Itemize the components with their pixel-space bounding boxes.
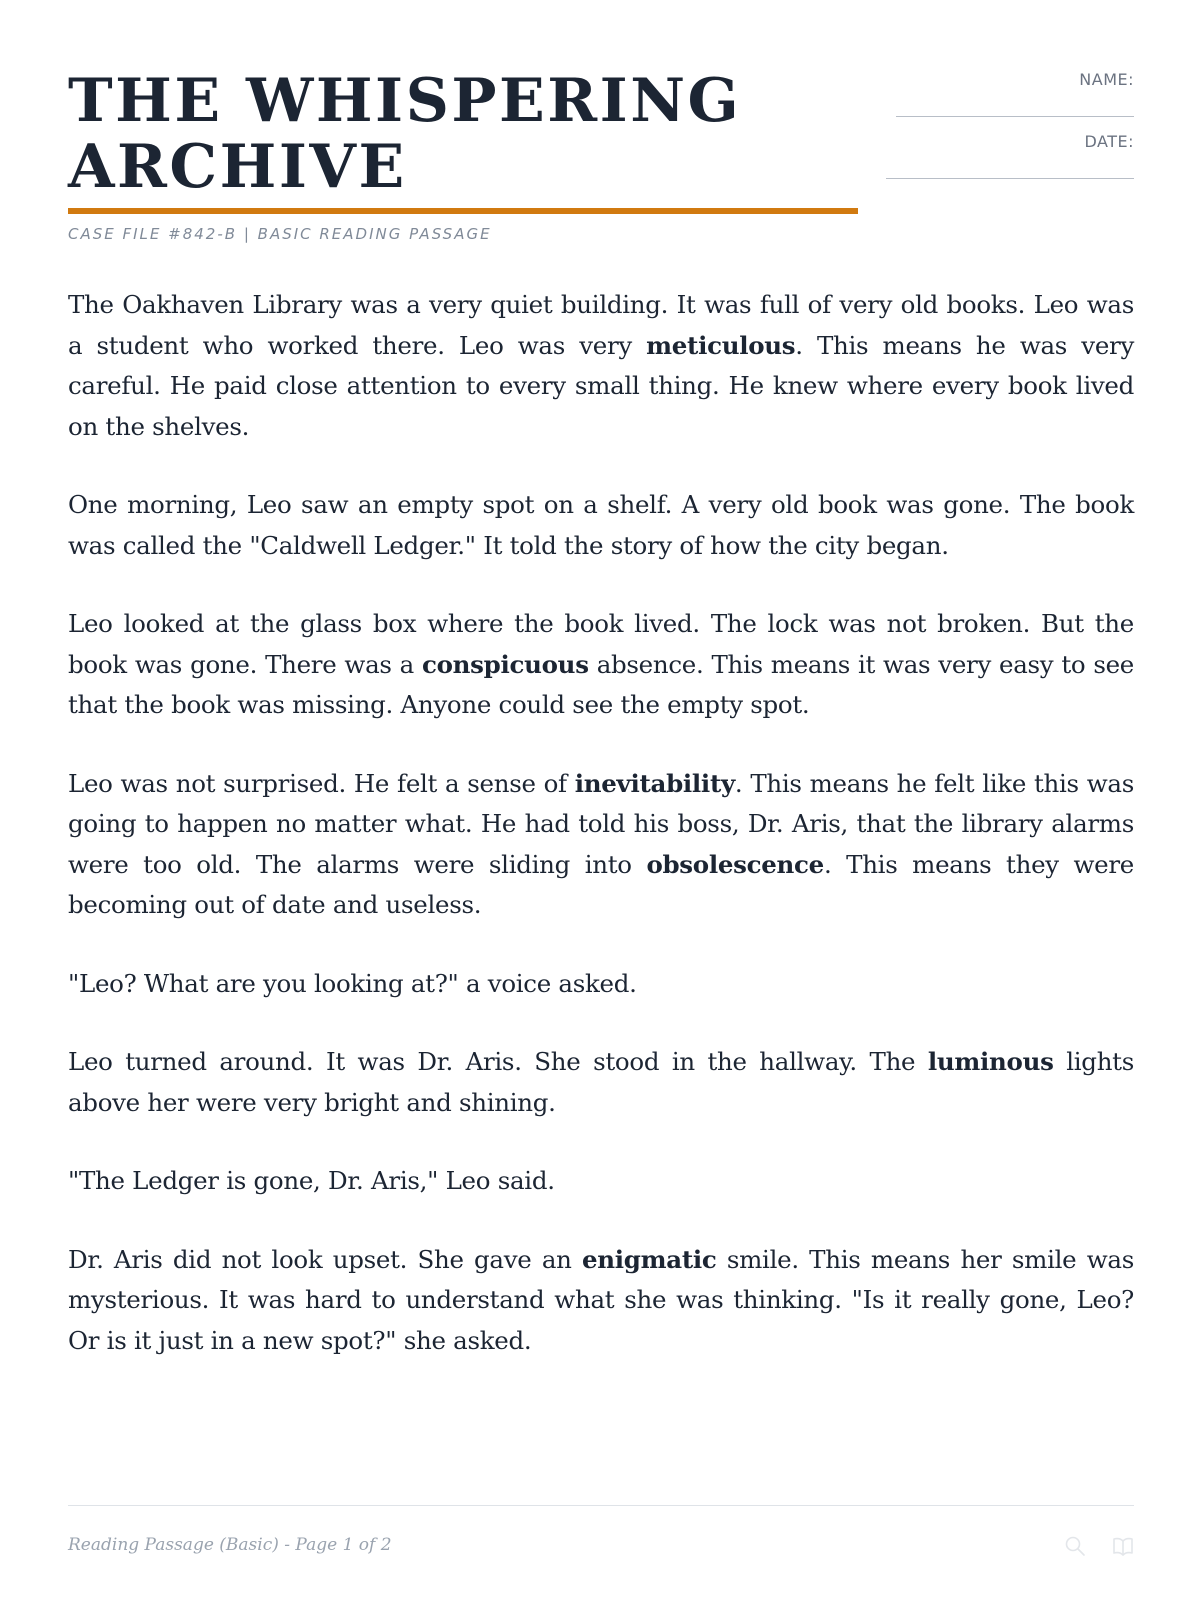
- text-run: smile. This means her smile was mysterious. It was hard to understand what she was thinking. "Is it really gone, Leo? Or is it just in a new spot?" she asked.: [68, 1244, 1134, 1355]
- search-icon: [1064, 1535, 1086, 1557]
- vocab-word-obsolescence: obsolescence: [646, 849, 824, 879]
- book-icon: [1112, 1535, 1134, 1557]
- text-run: lights above her were very bright and shining.: [68, 1047, 1134, 1117]
- date-write-line[interactable]: [886, 178, 1134, 179]
- title-line-1: THE WHISPERING: [68, 66, 742, 136]
- student-info-fields: [884, 68, 1134, 192]
- name-write-line[interactable]: [896, 116, 1134, 117]
- name-field[interactable]: [884, 68, 1134, 130]
- passage-paragraph-2: One morning, Leo saw an empty spot on a shelf. A very old book was gone. The book was called the "Caldwell Ledger." It told the story of how the city began.: [68, 490, 1134, 560]
- page-title: [68, 68, 858, 200]
- page-footer-label: Reading Passage (Basic) - Page 1 of 2: [68, 1535, 392, 1555]
- passage-paragraph-8: [68, 1240, 1134, 1362]
- text-run: . This means he felt like this was going to happen no matter what. He had told his boss, Dr. Aris, that the library alarms were too old. The alarms were sliding into: [68, 768, 1134, 879]
- text-run: . This means he was very careful. He paid close attention to every small thing. He knew where every book lived on the shelves.: [68, 330, 1134, 441]
- case-file-subtitle: CASE FILE #842-B | BASIC READING PASSAGE: [68, 225, 492, 243]
- passage-paragraph-4: [68, 764, 1134, 926]
- reading-passage: [68, 285, 1134, 1399]
- vocab-word-enigmatic: enigmatic: [582, 1244, 717, 1274]
- vocab-word-luminous: luminous: [927, 1047, 1054, 1076]
- text-run: absence. This means it was very easy to see that the book was missing. Anyone could see the empty spot.: [68, 649, 1134, 719]
- vocab-word-conspicuous: conspicuous: [422, 649, 589, 679]
- title-underline: [68, 208, 858, 214]
- vocab-word-meticulous: meticulous: [646, 330, 796, 360]
- text-run: Leo was not surprised. He felt a sense of: [68, 768, 575, 798]
- passage-paragraph-6: [68, 1042, 1134, 1123]
- text-run: Dr. Aris did not look upset. She gave an: [68, 1244, 582, 1274]
- title-block: [68, 68, 858, 200]
- passage-paragraph-5: "Leo? What are you looking at?" a voice asked.: [68, 968, 637, 998]
- vocab-word-inevitability: inevitability: [574, 768, 735, 798]
- date-label: DATE:: [1084, 132, 1134, 151]
- date-field[interactable]: [884, 130, 1134, 192]
- footer-icons: [1064, 1535, 1134, 1557]
- text-run: Leo looked at the glass box where the book lived. The lock was not broken. But the book was gone. There was a: [68, 609, 1134, 679]
- footer-divider: [68, 1505, 1134, 1506]
- passage-paragraph-1: [68, 285, 1134, 447]
- text-run: . This means they were becoming out of date and useless.: [68, 849, 1134, 919]
- passage-paragraph-7: "The Ledger is gone, Dr. Aris," Leo said.: [68, 1166, 555, 1195]
- name-label: NAME:: [1079, 70, 1134, 89]
- title-line-2: ARCHIVE: [68, 132, 407, 202]
- text-run: Leo turned around. It was Dr. Aris. She stood in the hallway. The: [68, 1047, 928, 1076]
- passage-paragraph-3: [68, 604, 1134, 726]
- text-run: The Oakhaven Library was a very quiet building. It was full of very old books. Leo was a student who worked there. Leo was very: [68, 290, 1134, 360]
